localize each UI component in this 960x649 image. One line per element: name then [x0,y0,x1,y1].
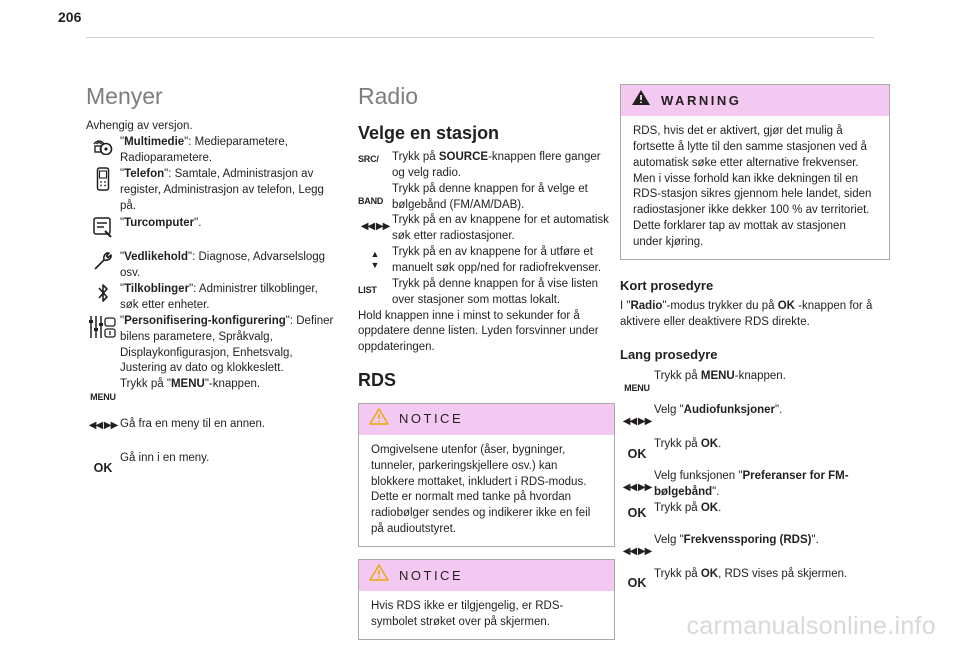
step3-pre: Trykk på [654,437,701,450]
short-bold-radio: Radio [630,300,663,313]
step6-bold: Frekvenssporing (RDS) [683,533,812,546]
short-procedure-heading: Kort prosedyre [620,277,714,293]
step7-bold: OK [700,567,719,580]
step1-bold: MENU [700,369,735,382]
rds-heading: RDS [358,370,397,391]
page-number: 206 [58,9,82,25]
menu-item-phone-text: : Samtale, Administrasjon av register, Administrasjon av telefon, Legg på. [120,167,324,212]
ok-button-icon [620,501,654,523]
menus-intro: Avhengig av versjon. [86,120,193,133]
source-post: -knappen flere ganger og velg radio. [392,150,601,179]
list-text: Trykk på denne knappen for å vise listen over stasjoner som mottas lokalt. [392,277,599,306]
source-button-label: SRC/ [358,153,379,164]
trip-computer-icon [86,216,120,238]
band-row [358,182,615,214]
menu-button-icon [86,377,120,403]
ok-button-icon [620,567,654,593]
up-down-arrows-icon: ▲ ▼ [370,249,380,271]
short-bold-ok: OK [777,300,795,313]
notice-box-1 [358,403,615,547]
step6-post: ". [811,533,819,546]
source-row [358,150,615,182]
menu-button-label: MENU [90,391,116,402]
watermark: carmanualsonline.info [686,611,936,640]
menu-item-personalisation: "Personifisering-konfigurering": Definer bilens parametere, Språkvalg, Displaykonfigurasjon, Enhetsvalg, Justering av dato og klokkeslett. [86,314,334,377]
short-pre: I " [620,300,631,313]
step1-pre: Trykk på [654,369,701,382]
menu-ok-text: Gå inn i en meny. [120,452,210,465]
long-step-6 [620,533,890,559]
menu-item-phone: "Telefon": Samtale, Administrasjon av register, Administrasjon av telefon, Legg på. [86,167,334,215]
warning-box-text: RDS, hvis det er aktivert, gjør det mulig å fortsette å lytte til den samme stasjonen ved å automatisk søke etter alternative frekvenser. Men i visse forhold kan ikke dekningen til en RDS-stasjon sikres gjennom hele landet, siden radiostasjoner ikke dekker 100 % av territoriet. Dette forklarer tap av mottak av stasjonen under kjøring. [633,125,872,249]
long-procedure-heading: Lang prosedyre [620,347,718,363]
menu-item-maintenance: "Vedlikehold": Diagnose, Advarselslogg osv. [86,250,334,282]
menu-button-icon [620,369,654,395]
menu-item-maintenance-bold: Vedlikehold [124,251,189,264]
step5-pre: Trykk på [654,501,701,514]
left-right-arrows-icon: ◀◀ ▶▶ [622,545,652,557]
step4-bold: Preferanser for FM-bølgebånd [654,469,849,498]
caution-triangle-icon [369,564,389,587]
menu-button-label: MENU [624,383,650,394]
step2-bold: Audiofunksjoner [683,403,776,416]
seek-arrows-icon: ◀◀ ▶▶ [360,220,390,232]
notice-box-2-header [359,560,614,591]
long-step-2 [620,403,890,429]
warning-box-header [621,85,889,116]
short-mid: "-modus trykker du på [662,300,778,313]
wrench-icon [86,250,120,272]
hold-text: Hold knappen inne i minst to sekunder for å oppdatere denne listen. Lyden forsvinner under oppdateringen. [358,309,599,354]
phone-icon [86,167,120,191]
menu-item-trip-computer-bold: Turcomputer [124,217,195,230]
menu-item-trip-computer-text: . [198,217,202,230]
notice-box-2-title: NOTICE [399,567,464,583]
notice-box-2 [358,559,615,640]
list-button-label: LIST [358,284,377,295]
warning-box-title: WARNING [661,92,742,108]
menu-item-connections-bold: Tilkoblinger [124,283,190,296]
menu-arrows-row [86,417,334,435]
step2-post: ". [775,403,783,416]
step6-pre: Velg " [654,533,684,546]
short-post: -knappen for å aktivere eller deaktivere RDS direkte. [620,300,873,329]
menu-item-maintenance-text: : Diagnose, Advarselslogg osv. [120,251,326,280]
list-row [358,277,615,309]
notice-box-2-text: Hvis RDS ikke er tilgjengelig, er RDS-symbolet strøket over på skjermen. [371,600,564,628]
menu-ok-row [86,451,334,477]
warning-box [620,84,890,260]
ok-button-label: OK [627,576,647,591]
personalisation-icon [86,314,120,340]
band-button-icon [358,182,392,208]
long-step-4 [620,469,890,501]
source-button-icon [358,150,392,168]
radio-column [358,80,615,640]
ok-button-label: OK [93,461,113,476]
left-right-arrows-icon: ◀◀ ▶▶ [622,415,652,427]
menu-press-bold: MENU [170,378,205,391]
step5-post: . [718,501,722,514]
ok-button-icon [620,437,654,463]
seek-text: Trykk på en av knappene for et automatisk søk etter radiostasjoner. [392,214,609,243]
menu-item-phone-bold: Telefon [124,167,165,180]
step4-pre: Velg funksjonen " [654,469,743,482]
menu-item-connections: "Tilkoblinger": Administrer tilkoblinger, søk etter enheter. [86,282,334,314]
notice-box-1-text: Omgivelsene utenfor (åser, bygninger, tunneler, parkeringskjellere osv.) kan blokkere mottaket, inkludert i RDS-modus. Dette er normalt med tanke på hvordan radiobølger sendes og indikerer ikke en feil på audioutstyret. [371,443,591,536]
ok-button-icon [86,451,120,477]
menu-item-multimedia-bold: Multimedie [124,136,185,149]
step7-pre: Trykk på [654,567,701,580]
caution-triangle-icon [369,408,389,431]
source-pre: Trykk på [392,150,439,163]
updown-row [358,245,615,277]
menu-press-post: "-knappen. [204,378,261,391]
step5-bold: OK [700,501,719,514]
step1-post: -knappen. [734,369,786,382]
menu-item-personalisation-text: : Definer bilens parametere, Språkvalg, Displaykonfigurasjon, Enhetsvalg, Justering av dato og klokkeslett. [120,314,334,375]
multimedia-icon [86,135,120,155]
band-button-label: BAND [358,196,384,207]
step7-post: , RDS vises på skjermen. [718,567,848,580]
notice-box-1-title: NOTICE [399,411,464,427]
band-text: Trykk på denne knappen for å velge et bølgebånd (FM/AM/DAB). [392,182,588,211]
menus-column [86,80,334,477]
left-right-arrows-icon: ◀◀ ▶▶ [622,481,652,493]
long-step-7 [620,567,890,593]
step2-pre: Velg " [654,403,684,416]
step3-post: . [718,437,722,450]
ok-button-label: OK [627,446,647,461]
list-button-icon [358,277,392,303]
menu-item-connections-text: : Administrer tilkoblinger, søk etter enheter. [120,283,318,312]
menu-item-multimedia: "Multimedie": Medieparametere, Radioparametere. [86,135,334,167]
long-step-1 [620,369,890,395]
rds-column [620,84,890,593]
ok-button-label: OK [627,506,647,521]
menu-press-pre: Trykk på " [120,378,171,391]
menu-item-personalisation-bold: Personifisering-konfigurering [124,314,286,327]
notice-box-1-header [359,404,614,435]
menu-press-row [86,377,334,403]
left-right-arrows-icon: ◀◀ ▶▶ [88,420,118,432]
long-step-3 [620,437,890,463]
updown-text: Trykk på en av knappene for å utføre et manuelt søk opp/ned for radiofrekvenser. [392,246,602,274]
header-divider [86,37,874,38]
menu-item-multimedia-text: : Medieparametere, Radioparametere. [120,136,288,165]
menus-heading: Menyer [86,83,163,109]
menu-arrows-text: Gå fra en meny til en annen. [120,418,266,431]
source-bold: SOURCE [438,150,489,163]
select-station-heading: Velge en stasjon [358,123,500,144]
warning-triangle-icon [631,89,651,112]
long-step-5 [620,501,890,523]
step3-bold: OK [700,437,719,450]
short-procedure-text [620,299,890,331]
radio-heading: Radio [358,83,419,109]
menu-item-trip-computer: "Turcomputer". [86,216,334,238]
step4-post: ". [712,485,720,498]
bluetooth-icon [86,282,120,304]
seek-row [358,213,615,245]
